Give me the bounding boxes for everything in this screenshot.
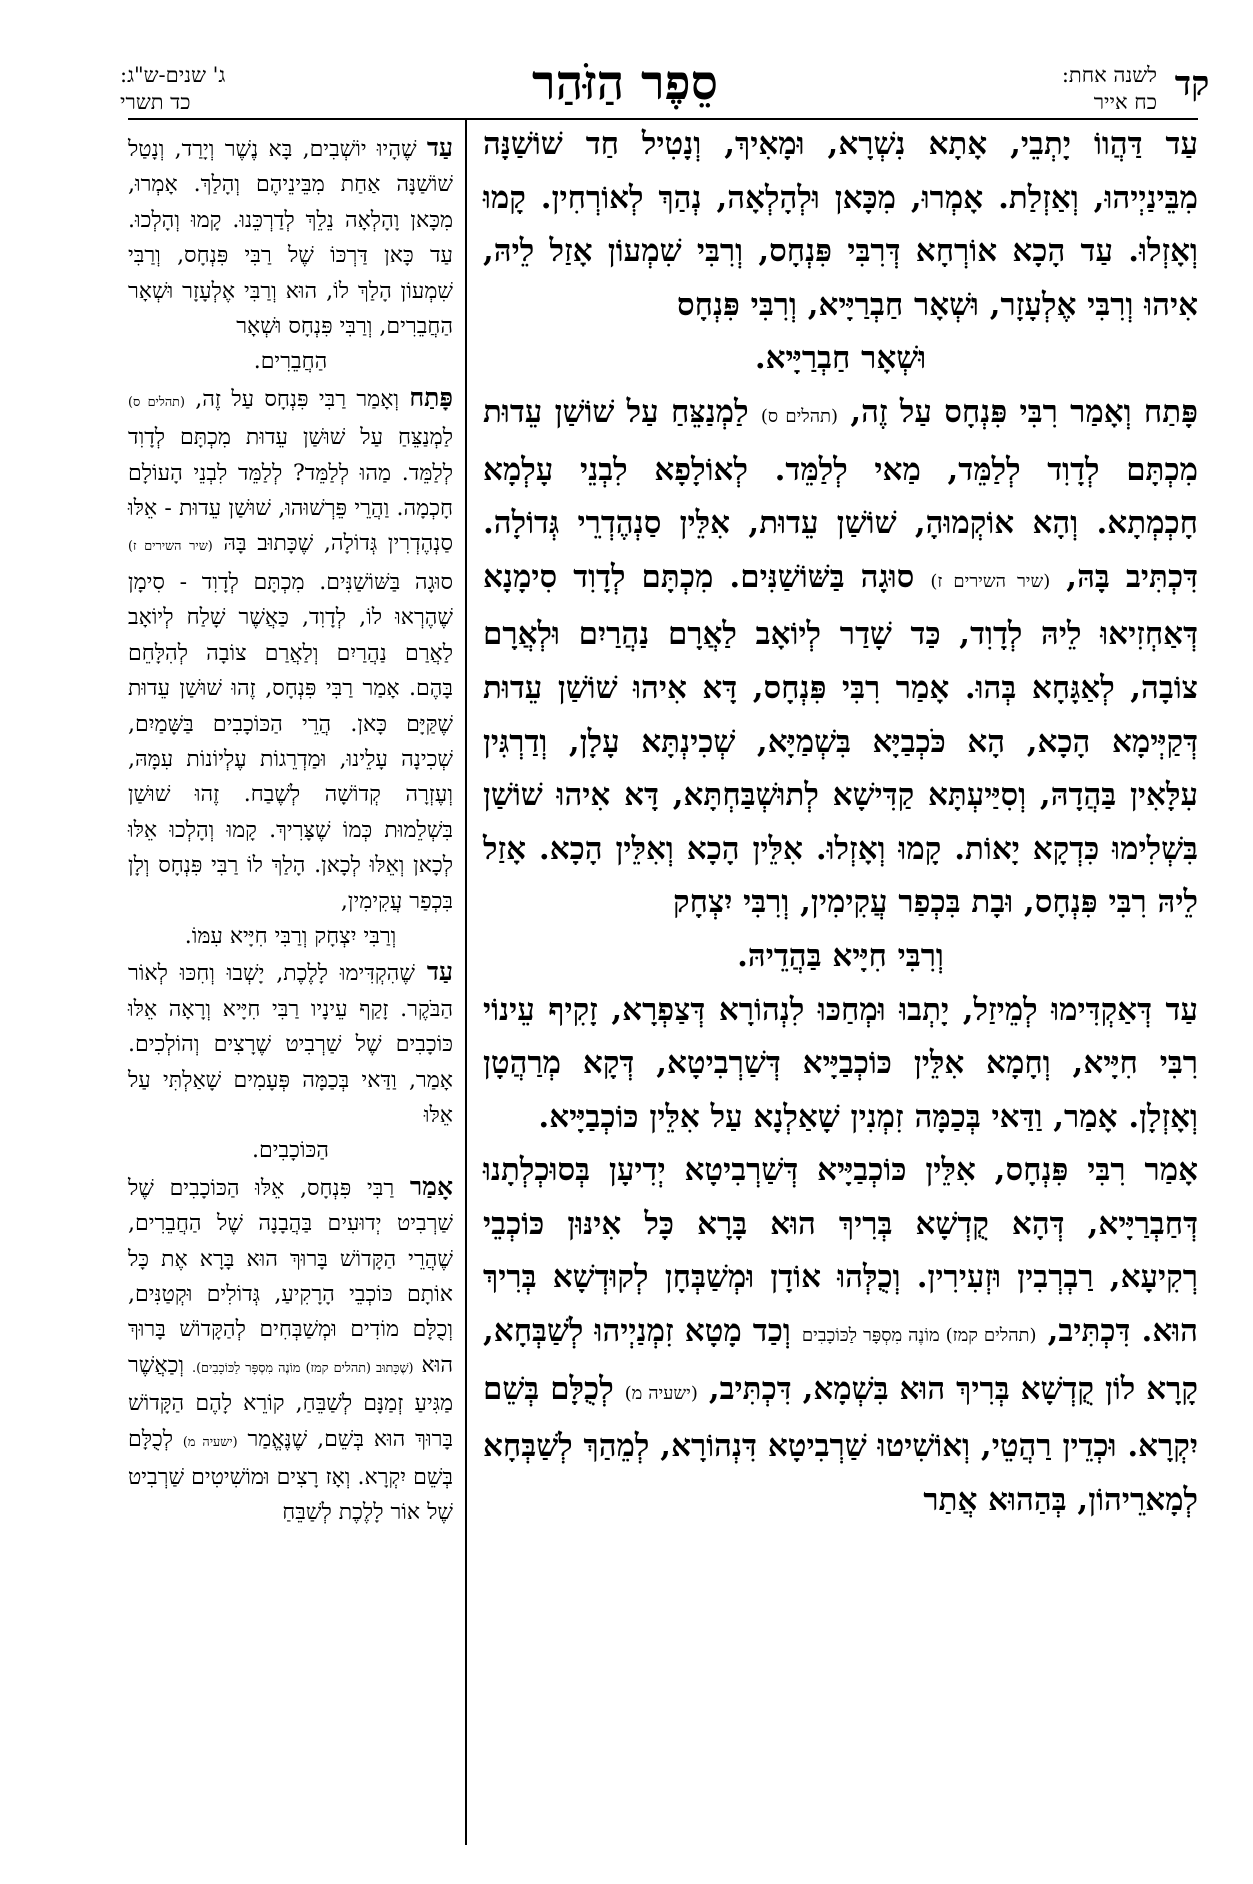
page-number: קד	[1174, 64, 1210, 104]
scripture-reference: (שיר השירים ז)	[128, 539, 213, 555]
paragraph-text: דַּהֲווֹ יָתְבֵי, אָתָא נִשְׁרָא, וּמָאִיךְ, וְנָטִיל חַד שׁוֹשַׁנָּה מִבֵּינַיְיהוּ, וְאַזְלַת. אָמְרוּ, מִכָּאן וּלְהָלְאָה, נְהַךְ לְאוֹרְחִין. קָמוּ וְאָזְלוּ. עַד הָכָא אוֹרְחָא דְּרִבִּי פִּנְחָס, וְרִבִּי שִׁמְעוֹן אָזַל לֵיהּ, אִיהוּ וְרִבִּי אֶלְעָזָר, וּשְׁאָר חַבְרַיָּיא, וְרִבִּי פִּנְחָס	[483, 126, 1198, 323]
opening-word: עַד	[426, 957, 453, 987]
paragraph-text: לַמְנַצֵּחַ עַל שׁוּשַׁן עֵדוּת מִכְתָּם לְדָוִד לְלַמֵּד. מַהוּ לְלַמֵּד? לְלַמֵּד לִבְנֵי הָעוֹלָם חָכְמָה. וַהֲרֵי פֵּרְשׁוּהוּ, שׁוּשַׁן עֵדוּת - אֵלּוּ סַנְהֶדְרִין גְּדוֹלָה, שֶׁכָּתוּב בָּהּ	[128, 425, 453, 557]
paragraph-text: רַבִּי פִּנְחָס, אֵלּוּ הַכּוֹכָבִים שֶׁל שַׁרְבִיט יְדוּעִים בַּהֲבָנָה שֶׁל הַחֲבֵרִים, שֶׁהֲרֵי הַקָּדוֹשׁ בָּרוּךְ הוּא בָּרָא אֶת כָּל אוֹתָם כּוֹכְבֵי הָרָקִיעַ, גְּדוֹלִים וּקְטַנִּים, וְכֻלָּם מוֹדִים וּמְשַׁבְּחִים לְהַקָּדוֹשׁ בָּרוּךְ הוּא	[128, 1175, 454, 1378]
scripture-reference: (שֶׁכָּתוּב (תהלים קמז) מוֹנֶה מִסְפָּר לַכּוֹכָבִים).	[192, 1360, 414, 1376]
paragraph	[483, 984, 1198, 1145]
paragraph-text: לְכֻלָּם בְּשֵׁם יִקְרָא. וּכְדֵין רַהֲטֵי, וְאוֹשִׁיטוּ שַׁרְבִיטָא דִּנְהוֹרָא, לְמֵהַךְ לְשַׁבְּחָא לְמָארֵיהוֹן, בְּהַהוּא אֲתַר	[483, 1370, 1198, 1518]
study-schedule-one-year	[1007, 62, 1157, 116]
paragraph	[128, 130, 453, 344]
paragraph-closing-line: הַחֲבֵרִים.	[253, 349, 328, 375]
scripture-reference: (תהלים קמז) מוֹנֶה מִסְפָּר לַכּוֹכָבִים	[801, 1325, 1037, 1347]
book-title: סֵפֶר הַזֹּהַר	[532, 55, 718, 111]
paragraph-closing-line: וְרַבִּי יִצְחָק וְרַבִּי חִיָּיא עִמּוֹ.	[184, 923, 397, 949]
paragraph	[483, 1144, 1198, 1527]
paragraph-text: שֶׁהִקְדִּימוּ לָלֶכֶת, יָשְׁבוּ וְחִכּוּ לְאוֹר הַבֹּקֶר. זָקַף עֵינָיו רַבִּי חִיָּיא וְרָאָה אֵלּוּ כּוֹכָבִים שֶׁל שַׁרְבִיט שֶׁרָצִים וְהוֹלְכִים. אָמַר, וַדַּאי בְּכַמָּה פְּעָמִים שָׁאַלְתִּי עַל אֵלּוּ	[128, 961, 453, 1128]
schedule-date: כד תשרי	[120, 90, 191, 114]
paragraph-text: סוּגָה בַּשּׁוֹשַׁנִּים. מִכְתָּם לְדָוִד - סִימָן שֶׁהֶרְאוּ לוֹ, לְדָוִד, כַּאֲשֶׁר שָׁלַח לְיוֹאָב לַאֲרַם נַהֲרַיִם וְלַאֲרַם צוֹבָה לְהִלָּחֵם בָּהֶם. אָמַר רַבִּי פִּנְחָס, זֶהוּ שׁוּשַׁן עֵדוּת שֶׁקַּיָּם כָּאן. הֲרֵי הַכּוֹכָבִים בַּשָּׁמַיִם, שְׁכִינָה עָלֵינוּ, וּמַדְרֵגוֹת עֶלְיוֹנוֹת עִמָּהּ, וְעֶזְרָה קְדוֹשָׁה לְשֶׁבַח. זֶהוּ שׁוּשַׁן בִּשְׁלֵמוּת כְּמוֹ שֶׁצָּרִיךְ. קָמוּ וְהָלְכוּ אֵלּוּ לְכָאן וְאֵלּוּ לְכָאן. הָלַךְ לוֹ רַבִּי פִּנְחָס וְלָן בִּכְפַר עֲקִימִין,	[128, 569, 453, 914]
opening-word: אָמַר	[1144, 1152, 1198, 1189]
schedule-date: כח אייר	[1093, 90, 1157, 114]
opening-word: פָּתַח	[409, 382, 453, 412]
opening-word: עַד	[426, 133, 453, 162]
scripture-reference: (ישעיה מ)	[624, 1382, 698, 1404]
paragraph-text: רִבִּי פִּנְחָס, אִלֵּין כּוֹכְבַיָּיא דְּשַׁרְבִיטָא יְדִיעָן בְּסוּכְלְתָנוּ דְּחַבְרַיָּיא, דְּהָא קֻדְשָׁא בְּרִיךְ הוּא בָּרָא כָּל אִינּוּן כּוֹכְבֵי רְקִיעָא, רַבְרְבִין וּזְעִירִין. וְכֻלְּהוּ אוֹדָן וּמְשַׁבְּחָן לְקוּדְשָׁא בְּרִיךְ הוּא. דִּכְתִּיב,	[483, 1152, 1198, 1350]
paragraph	[483, 386, 1198, 930]
paragraph	[128, 380, 453, 919]
paragraph-closing-line: וְרִבִּי חִיָּיא בַּהֲדֵיהּ.	[737, 937, 944, 974]
column-divider	[465, 120, 467, 1845]
paragraph	[128, 1169, 453, 1531]
scripture-reference: (תהלים ס)	[760, 405, 838, 427]
opening-word: עַד	[1165, 126, 1198, 162]
paragraph-text: וְאָמַר רִבִּי פִּנְחָס עַל זֶה,	[838, 393, 1144, 430]
hebrew-translation-column	[128, 130, 453, 1531]
paragraph-text: סוּגָה בַּשּׁוֹשַׁנִּים. מִכְתָּם לְדָוִד סִימָנָא דְּאַחְזִיאוּ לֵיהּ לְדָוִד, כַּד שָׁדַר לְיוֹאָב לַאֲרָם נַהֲרַיִם וּלְאֲרָם צוֹבָה, לְאַגָּחָא בְּהוּ. אָמַר רִבִּי פִּנְחָס, דָּא אִיהוּ שׁוֹשַׁן עֵדוּת דְּקַיְּימָא הָכָא, הָא כֹּכְבַיָּא בִּשְׁמַיָּא, שְׁכִינְתָּא עָלָן, וְדַרְגִּין עִלָּאִין בַּהֲדָהּ, וְסִיַּיעְתָּא קַדִּישָׁא לְתוּשְׁבַּחְתָּא, דָּא אִיהוּ שׁוֹשַׁן בִּשְׁלִימוּ כִּדְקָא יָאוֹת. קָמוּ וְאָזְלוּ. אִלֵּין הָכָא וְאִלֵּין הָכָא. אָזַל לֵיהּ רִבִּי פִּנְחָס, וּבָת בִּכְפַר עֲקִימִין, וְרִבִּי יִצְחָק	[483, 558, 1198, 921]
paragraph-text: וְכַד מָטָא זִמְנַיְיהוּ לְשַׁבְּחָא, קָרָא לוֹן קֻדְשָׁא בְּרִיךְ הוּא בִּשְׁמָא, דִּכְתִּיב,	[483, 1313, 1198, 1407]
paragraph-text: וְכַאֲשֶׁר מַגִּיעַ זְמַנָּם לְשַׁבֵּחַ, קוֹרֵא לָהֶם הַקָּדוֹשׁ בָּרוּךְ הוּא בְּשֵׁם, שֶׁנֶּאֱמַר	[128, 1352, 454, 1452]
schedule-label: ג' שנים-ש"ג:	[120, 63, 226, 87]
paragraph-text: לְכֻלָּם בְּשֵׁם יִקְרָא. וְאָז רָצִים וּמוֹשִׁיטִים שַׁרְבִיט שֶׁל אוֹר לָלֶכֶת לְשַׁבֵּחַ	[128, 1426, 453, 1526]
paragraph	[128, 954, 453, 1133]
paragraph-text: וְאָמַר רַבִּי פִּנְחָס עַל זֶה,	[184, 386, 410, 412]
scripture-reference: (ישעיה מ)	[182, 1434, 238, 1450]
paragraph-text: לַמְנַצֵּחַ עַל שׁוֹשַׁן עֵדוּת מִכְתָּם לְדָוִד לְלַמֵּד, מַאי לְלַמֵּד. לְאוֹלָפָא לִבְנֵי עָלְמָא חָכְמְתָא. וְהָא אוֹקְמוּהָ, שׁוֹשַׁן עֵדוּת, אִלֵּין סַנְהֶדְרֵי גְּדוֹלָה. דִּכְתִּיב בָּהּ,	[483, 393, 1199, 595]
aramaic-column	[483, 118, 1198, 1527]
scripture-reference: (תהלים ס)	[128, 394, 185, 410]
paragraph-text: דְּאַקְדִּימוּ לְמֵיזַל, יָתְבוּ וּמְחַכּוּ לִנְהוֹרָא דְּצַפְרָא, זָקִיף עֵינוֹי רִבִּי חִיָּיא, וְחָמָא אִלֵּין כּוֹכְבַיָּיא דְּשַׁרְבִיטָא, דְּקָא מְרַהֲטָן וְאָזְלָן. אָמַר, וַדַּאי בְּכַמָּה זִמְנִין שָׁאַלְנָא עַל אִלֵּין כּוֹכְבַיָּיא.	[483, 991, 1198, 1135]
opening-word: עַד	[1165, 991, 1198, 1028]
paragraph-text: שֶׁהָיוּ יוֹשְׁבִים, בָּא נֶשֶׁר וְיָרַד, וְנָטַל שׁוֹשַׁנָּה אַחַת מִבֵּינֵיהֶם וְהָלַךְ. אָמְרוּ, מִכָּאן וָהָלְאָה נֵלֵךְ לְדַרְכֵּנוּ. קָמוּ וְהָלְכוּ. עַד כָּאן דַּרְכּוֹ שֶׁל רַבִּי פִּנְחָס, וְרַבִּי שִׁמְעוֹן הָלַךְ לוֹ, הוּא וְרַבִּי אֶלְעָזָר וּשְׁאָר הַחֲבֵרִים, וְרַבִּי פִּנְחָס וּשְׁאָר	[128, 137, 453, 340]
paragraph-closing-line: הַכּוֹכָבִים.	[252, 1138, 329, 1164]
schedule-label: לשנה אחת:	[1061, 63, 1157, 87]
opening-word: אָמַר	[409, 1171, 453, 1201]
scripture-reference: (שיר השירים ז)	[930, 570, 1051, 592]
opening-word: פָּתַח	[1143, 393, 1199, 430]
paragraph-closing-line: וּשְׁאָר חַבְרַיָּיא.	[754, 340, 927, 377]
paragraph	[483, 118, 1198, 332]
study-schedule-three-years	[120, 62, 340, 116]
